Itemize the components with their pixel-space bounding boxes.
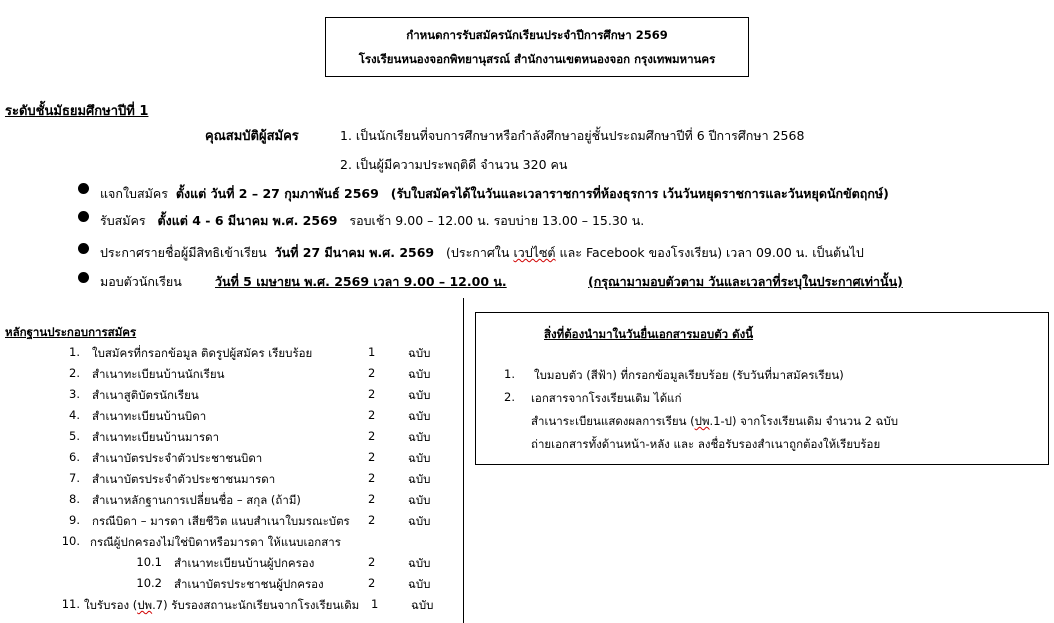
enrollment-item-1: ใบมอบตัว (สีฟ้า) ที่กรอกข้อมูลเรียบร้อย (รับวันที่มาสมัครเรียน) <box>534 368 844 382</box>
document-name: สำเนาทะเบียนบ้านนักเรียน <box>92 367 225 381</box>
qualification-item-2: 2. เป็นผู้มีความประพฤติดี จำนวน 320 คน <box>340 157 568 172</box>
schedule-1-date: ตั้งแต่ วันที่ 2 – 27 กุมภาพันธ์ 2569 <box>175 186 379 201</box>
document-item-11 <box>0 597 460 615</box>
document-count: 1 <box>371 597 379 611</box>
document-count: 2 <box>368 429 376 443</box>
document-number: 10.1 <box>136 555 162 569</box>
enrollment-box-heading: สิ่งที่ต้องนำมาในวันยื่นเอกสารมอบตัว ดังนี้ <box>544 327 754 341</box>
enrollment-item-1-number: 1. <box>504 367 515 381</box>
document-number: 3. <box>69 387 80 401</box>
document-number: 5. <box>69 429 80 443</box>
document-count: 2 <box>368 366 376 380</box>
document-number: 2. <box>69 366 80 380</box>
document-count: 2 <box>368 576 376 590</box>
schedule-1 <box>100 184 889 204</box>
schedule-1-label: แจกใบสมัคร <box>100 186 168 201</box>
document-count: 2 <box>368 408 376 422</box>
document-item <box>0 492 460 510</box>
enrollment-item-2-sub-1-post: .1-ป) จากโรงเรียนเดิม จำนวน 2 ฉบับ <box>709 414 899 428</box>
schedule-2-note: รอบเช้า 9.00 – 12.00 น. รอบบ่าย 13.00 – 15.30 น. <box>349 213 645 228</box>
qualifications-label: คุณสมบัติผู้สมัคร <box>205 129 299 144</box>
document-item <box>0 345 460 363</box>
bullet-icon <box>78 183 89 194</box>
document-count: 2 <box>368 492 376 506</box>
document-unit: ฉบับ <box>408 556 431 570</box>
document-unit: ฉบับ <box>408 346 431 360</box>
vertical-divider <box>463 298 464 623</box>
document-count: 2 <box>368 555 376 569</box>
document-name: สำเนาบัตรประจำตัวประชาชนบิดา <box>92 451 263 465</box>
document-unit: ฉบับ <box>408 409 431 423</box>
document-count: 2 <box>368 387 376 401</box>
bullet-icon <box>78 243 89 254</box>
document-unit: ฉบับ <box>408 493 431 507</box>
document-unit: ฉบับ <box>408 577 431 591</box>
document-count: 2 <box>368 450 376 464</box>
document-item <box>0 534 460 552</box>
document-name-pre: ใบรับรอง ( <box>84 598 138 612</box>
document-name: สำเนาทะเบียนบ้านมารดา <box>92 430 220 444</box>
enrollment-box <box>475 312 1049 465</box>
document-name: สำเนาสูติบัตรนักเรียน <box>92 388 199 402</box>
document-number: 1. <box>69 345 80 359</box>
bullet-icon <box>78 211 89 222</box>
document-number: 4. <box>69 408 80 422</box>
enrollment-item-2-number: 2. <box>504 390 515 404</box>
document-name-abbrev: ปพ <box>137 598 153 612</box>
document-name: สำเนาหลักฐานการเปลี่ยนชื่อ – สกุล (ถ้ามี) <box>92 493 301 507</box>
documents-heading: หลักฐานประกอบการสมัคร <box>5 325 137 339</box>
schedule-3 <box>100 243 864 263</box>
document-item <box>0 450 460 468</box>
schedule-1-note: (รับใบสมัครได้ในวันและเวลาราชการที่ห้องธุรการ เว้นวันหยุดราชการและวันหยุดนักขัตฤกษ์) <box>390 186 889 201</box>
document-name: กรณีผู้ปกครองไม่ใช่บิดาหรือมารดา ให้แนบเอกสาร <box>90 535 341 549</box>
level-heading: ระดับชั้นมัธยมศึกษาปีที่ 1 <box>5 104 149 119</box>
schedule-2 <box>100 211 644 231</box>
document-unit: ฉบับ <box>408 451 431 465</box>
document-item <box>0 576 460 594</box>
schedule-4-note: (กรุณามามอบตัวตาม วันและเวลาที่ระบุในประกาศเท่านั้น) <box>588 274 903 289</box>
document-name-post: .7) รับรองสถานะนักเรียนจากโรงเรียนเดิม <box>152 598 360 612</box>
document-number: 9. <box>69 513 80 527</box>
schedule-3-note-post: และ Facebook ของโรงเรียน) เวลา 09.00 น. เป็นต้นไป <box>555 245 864 260</box>
enrollment-item-2: เอกสารจากโรงเรียนเดิม ได้แก่ <box>531 391 682 405</box>
title-line-2: โรงเรียนหนองจอกพิทยานุสรณ์ สำนักงานเขตหนองจอก กรุงเทพมหานคร <box>358 52 716 66</box>
bullet-icon <box>78 272 89 283</box>
document-unit: ฉบับ <box>408 514 431 528</box>
document-count: 1 <box>368 345 376 359</box>
schedule-3-note-pre: (ประกาศใน <box>446 245 514 260</box>
title-box <box>325 17 749 77</box>
document-name: สำเนาบัตรประชาชนผู้ปกครอง <box>174 577 324 591</box>
document-number: 7. <box>69 471 80 485</box>
schedule-3-label: ประกาศรายชื่อผู้มีสิทธิเข้าเรียน <box>100 245 267 260</box>
document-name: สำเนาทะเบียนบ้านผู้ปกครอง <box>174 556 315 570</box>
document-item <box>0 555 460 573</box>
document-number: 6. <box>69 450 80 464</box>
enrollment-item-2-sub-2: ถ่ายเอกสารทั้งด้านหน้า-หลัง และ ลงชื่อรับรองสำเนาถูกต้องให้เรียบร้อย <box>531 437 881 451</box>
document-name: สำเนาบัตรประจำตัวประชาชนมารดา <box>92 472 276 486</box>
document-number: 8. <box>69 492 80 506</box>
title-line-1: กำหนดการรับสมัครนักเรียนประจำปีการศึกษา 2569 <box>406 28 668 42</box>
document-name: สำเนาทะเบียนบ้านบิดา <box>92 409 207 423</box>
document-item <box>0 513 460 531</box>
document-number: 11. <box>61 597 80 611</box>
document-item <box>0 387 460 405</box>
enrollment-item-2-sub-1-abbrev: ปพ <box>694 414 710 428</box>
document-count: 2 <box>368 513 376 527</box>
document-unit: ฉบับ <box>408 472 431 486</box>
document-number: 10.2 <box>136 576 162 590</box>
document-number: 10. <box>61 534 80 548</box>
document-item <box>0 471 460 489</box>
schedule-3-date: วันที่ 27 มีนาคม พ.ศ. 2569 <box>274 245 435 260</box>
document-item <box>0 408 460 426</box>
document-unit: ฉบับ <box>411 598 434 612</box>
document-name: ใบสมัครที่กรอกข้อมูล ติดรูปผู้สมัคร เรียบร้อย <box>92 346 313 360</box>
document-name <box>84 597 359 615</box>
document-unit: ฉบับ <box>408 367 431 381</box>
document-item <box>0 366 460 384</box>
schedule-2-label: รับสมัคร <box>100 213 146 228</box>
document-count: 2 <box>368 471 376 485</box>
document-unit: ฉบับ <box>408 388 431 402</box>
enrollment-item-2-sub-1-pre: สำเนาระเบียนแสดงผลการเรียน ( <box>531 414 695 428</box>
schedule-4-date: วันที่ 5 เมษายน พ.ศ. 2569 เวลา 9.00 – 12.00 น. <box>215 274 507 289</box>
schedule-2-date: ตั้งแต่ 4 - 6 มีนาคม พ.ศ. 2569 <box>157 213 338 228</box>
schedule-3-note-web: เวปไซต์ <box>513 245 556 260</box>
document-unit: ฉบับ <box>408 430 431 444</box>
enrollment-item-2-sub-1 <box>531 413 898 431</box>
qualification-item-1: 1. เป็นนักเรียนที่จบการศึกษาหรือกำลังศึกษาอยู่ชั้นประถมศึกษาปีที่ 6 ปีการศึกษา 2568 <box>340 128 805 143</box>
schedule-4-label: มอบตัวนักเรียน <box>100 274 182 289</box>
document-item <box>0 429 460 447</box>
document-name: กรณีบิดา – มารดา เสียชีวิต แนบสำเนาใบมรณะบัตร <box>92 514 350 528</box>
